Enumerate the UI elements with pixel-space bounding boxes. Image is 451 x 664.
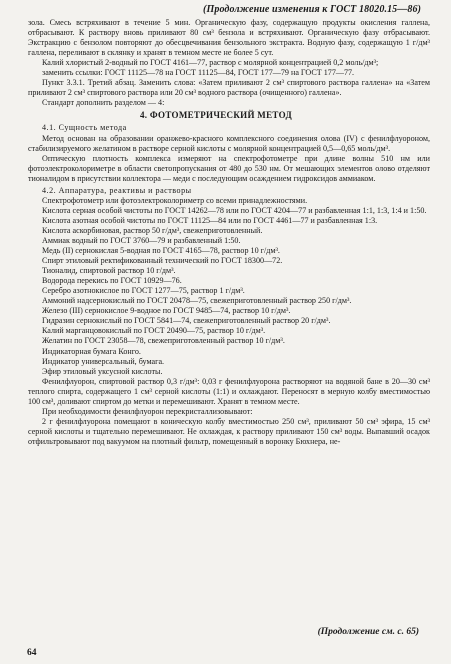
paragraph-replace-refs: заменить ссылки: ГОСТ 11125—78 на ГОСТ 11125—84, ГОСТ 177—79 на ГОСТ 177—77. <box>42 68 355 78</box>
reagent-item: Кислота азотная особой чистоты по ГОСТ 11125—84 или по ГОСТ 4461—77 и разбавленная 1:3. <box>42 215 378 225</box>
reagent-item: Индикаторная бумага Конго. <box>42 346 141 356</box>
subsection-42-title: 4.2. Аппаратура, реактивы и растворы <box>42 185 192 195</box>
reagent-item: Аммоний надсернокислый по ГОСТ 20478—75, свежеприготовленный раствор 250 г/дм³. <box>42 296 352 306</box>
section-title: 4. ФОТОМЕТРИЧЕСКИЙ МЕТОД <box>140 110 292 121</box>
reagent-item: Кислота аскорбиновая, раствор 50 г/дм³, свежеприготовленный. <box>42 225 263 235</box>
continuation-note: (Продолжение см. с. 65) <box>317 627 419 637</box>
reagent-item: Калий марганцовокислый по ГОСТ 20490—75, раствор 10 г/дм³. <box>42 326 266 336</box>
subsection-41-text: Метод основан на образовании оранжево-красного комплексного соединения олова (IV) с фенилфлуороном, стабилизируемого желатином в растворе серной кислоты с молярной концентрацией 0,5—0,65 моль/дм³. <box>28 133 430 153</box>
paragraph-add-section: Стандарт дополнить разделом — 4: <box>42 98 165 108</box>
reagent-item: Тионалид, спиртовой раствор 10 г/дм³. <box>42 266 176 276</box>
reagent-item: Желатин по ГОСТ 23058—78, свежеприготовленный раствор 10 г/дм³. <box>42 336 285 346</box>
reagent-item: Фенилфлуорон, спиртовой раствор 0,3 г/дм³: 0,03 г фенилфлуорона растворяют на водяной бане в 20—30 см³ теплого спирта, содержащего 1 см³ серной кислоты (1:1) и охлаждают. Переносят в мерную колбу вместимостью 100 см³, доливают спиртом до метки и перемешивают. Хранят в темном месте. <box>28 376 430 406</box>
reagent-item: Спирт этиловый ректификованный технический по ГОСТ 18300—72. <box>42 256 283 266</box>
page-number: 64 <box>27 648 37 658</box>
reagent-item: Индикатор универсальный, бумага. <box>42 356 165 366</box>
page-header: (Продолжение изменения к ГОСТ 18020.15—86) <box>203 4 421 15</box>
document-body <box>28 18 430 447</box>
reagent-item: Кислота серная особой чистоты по ГОСТ 14262—78 или по ГОСТ 4204—77 и разбавленная 1:1, 1:3, 1:4 и 1:50. <box>42 205 427 215</box>
reagent-item: Серебро азотнокислое по ГОСТ 1277—75, раствор 1 г/дм³. <box>42 286 245 296</box>
reagent-item: Водорода перекись по ГОСТ 10929—76. <box>42 276 182 286</box>
reagent-item: Гидразин сернокислый по ГОСТ 5841—74, свежеприготовленный раствор 20 г/дм³. <box>42 316 331 326</box>
reagent-item: Спектрофотометр или фотоэлектроколориметр со всеми принадлежностями. <box>42 195 308 205</box>
paragraph-intro: зола. Смесь встряхивают в течение 5 мин. Органическую фазу, содержащую продукты окисления галлена, отбрасывают. К раствору вновь приливают 80 см³ бензола и встряхивают. Органическую фазу отбрасывают. Экстракцию с бензолом повторяют до обесцвечивания бензольного экстракта. Водную фазу, содержащую 1 г/дм³ галлена, переливают в склянку и хранят в темном месте не более 5 сут. <box>28 18 430 58</box>
reagent-item: Эфир этиловый уксусной кислоты. <box>42 366 163 376</box>
reagent-item: Железо (III) сернокислое 9-водное по ГОСТ 9485—74, раствор 10 г/дм³. <box>42 306 291 316</box>
reagent-item: 2 г фенилфлуорона помещают в коническую колбу вместимостью 250 см³, приливают 50 см³ эфира, 15 см³ серной кислоты и тщательно перемешивают. Не охлаждая, к раствору приливают 150 см³ воды. Выпавший осадок отфильтровывают под вакуумом на плотный фильтр, помещенный в воронку Бюхнера, не- <box>28 416 430 446</box>
paragraph-potassium-chloride: Калий хлористый 2-водный по ГОСТ 4161—77, раствор с молярной концентрацией 0,2 моль/дм³; <box>42 58 379 68</box>
subsection-41-text2: Оптическую плотность комплекса измеряют на спектрофотометре при длине волны 510 нм или фотоэлектроколориметре в области светопропускания от 480 до 530 нм. От мешающих элементов олово отделяют тионалидом в присутствии коллектора — меди с последующим осаждением гидроксидов аммиаком. <box>28 153 430 183</box>
reagent-item: Аммиак водный по ГОСТ 3760—79 и разбавленный 1:50. <box>42 235 241 245</box>
subsection-41-title: 4.1. Сущность метода <box>42 123 127 133</box>
reagent-item: Медь (II) сернокислая 5-водная по ГОСТ 4165—78, раствор 10 г/дм³. <box>42 246 280 256</box>
paragraph-clause-331: Пункт 3.3.1. Третий абзац. Заменить слова: «Затем приливают 2 см³ спиртового раствора галлена» на «Затем приливают 2 см³ спиртового раствора или 20 см³ водного раствора (очищенного) галлена». <box>28 78 430 98</box>
reagent-item: При необходимости фенилфлуорон перекристаллизовывают: <box>42 406 253 416</box>
